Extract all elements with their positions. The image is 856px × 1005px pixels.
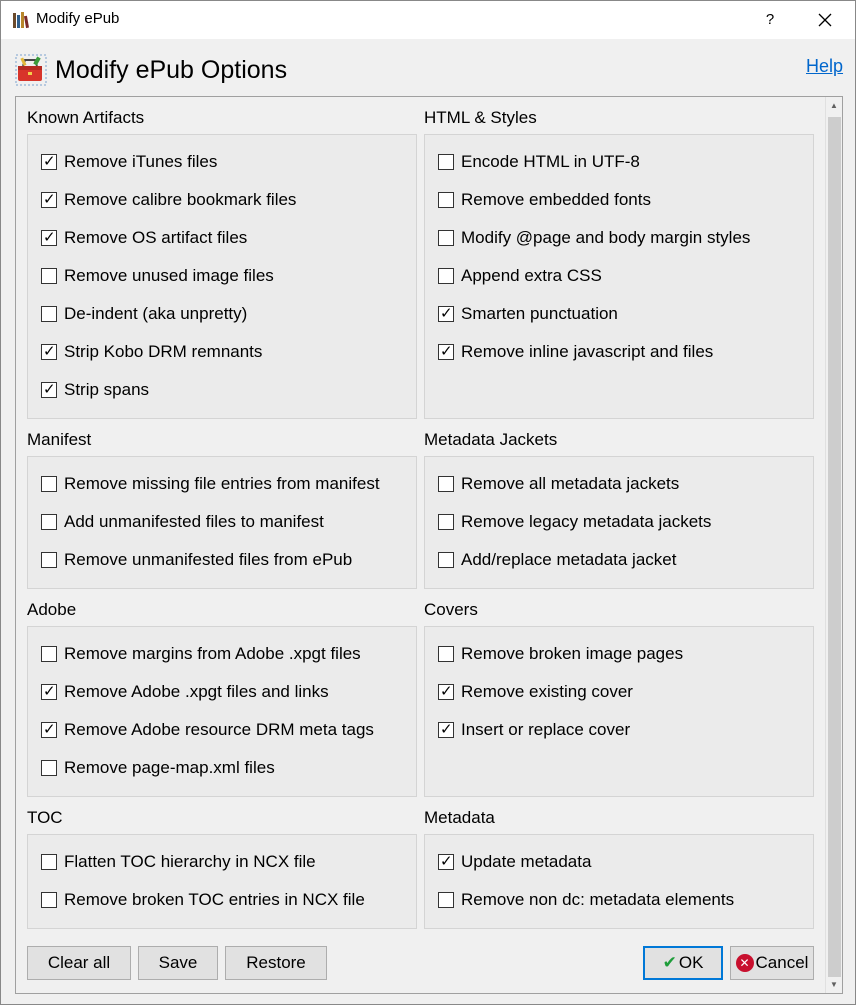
checkbox-label: Remove page-map.xml files [64,758,275,777]
checkbox[interactable] [438,306,454,322]
checkbox-label: Remove inline javascript and files [461,342,714,361]
checkbox[interactable] [41,722,57,738]
checkbox-label: Remove legacy metadata jackets [461,512,712,531]
checkbox-row[interactable] [438,680,633,704]
checkbox[interactable] [41,476,57,492]
cancel-icon: ✕ [736,954,754,972]
group-label-toc: TOC [27,808,63,827]
checkbox-label: Add/replace metadata jacket [461,550,677,569]
scroll-up-arrow-icon[interactable]: ▲ [830,101,838,110]
checkbox-row[interactable] [41,548,352,572]
checkbox-label: Remove existing cover [461,682,633,701]
group-label-metadata: Metadata [424,808,495,827]
checkbox-row[interactable] [41,850,316,874]
group-label-html-styles: HTML & Styles [424,108,537,127]
checkbox-row[interactable] [438,188,651,212]
close-icon [818,13,832,27]
checkbox-row[interactable] [41,302,247,326]
checkbox-row[interactable] [41,150,217,174]
checkbox[interactable] [438,344,454,360]
checkbox-label: Strip spans [64,380,150,399]
ok-button[interactable] [643,946,723,980]
save-button[interactable]: Save [138,946,218,980]
checkbox-row[interactable] [438,264,602,288]
checkbox[interactable] [438,514,454,530]
checkbox-label: De-indent (aka unpretty) [64,304,248,323]
checkbox-row[interactable] [41,510,324,534]
checkbox-label: Remove unused image files [64,266,274,285]
checkbox[interactable] [41,514,57,530]
checkbox-label: Remove all metadata jackets [461,474,680,493]
checkbox-label: Append extra CSS [461,266,602,285]
checkbox[interactable] [438,268,454,284]
checkbox-label: Remove Adobe .xpgt files and links [64,682,329,701]
checkbox-row[interactable] [41,472,380,496]
checkbox-label: Remove broken image pages [461,644,684,663]
checkbox-label: Remove Adobe resource DRM meta tags [64,720,374,739]
checkbox-row[interactable] [438,642,683,666]
help-link[interactable]: Help [806,56,844,76]
checkbox[interactable] [438,154,454,170]
vertical-scrollbar[interactable] [825,97,842,993]
group-label-metadata-jackets: Metadata Jackets [424,430,558,449]
checkbox-label: Remove unmanifested files from ePub [64,550,353,569]
cancel-label: Cancel [755,953,809,972]
group-box-toc [27,834,417,929]
checkbox[interactable] [41,854,57,870]
checkbox-label: Encode HTML in UTF-8 [461,152,640,171]
checkbox[interactable] [41,230,57,246]
checkbox-label: Remove non dc: metadata elements [461,890,735,909]
checkbox[interactable] [41,646,57,662]
checkbox-label: Add unmanifested files to manifest [64,512,324,531]
checkbox[interactable] [41,552,57,568]
checkbox[interactable] [438,892,454,908]
checkbox-row[interactable] [41,378,149,402]
checkbox-label: Remove calibre bookmark files [64,190,297,209]
checkbox-row[interactable] [41,888,365,912]
checkbox-label: Remove missing file entries from manifest [64,474,380,493]
checkbox-label: Remove OS artifact files [64,228,248,247]
page-title: Modify ePub Options [55,56,288,84]
checkbox[interactable] [41,154,57,170]
scroll-down-arrow-icon[interactable]: ▼ [830,980,838,989]
checkbox-row[interactable] [438,340,713,364]
checkbox[interactable] [41,760,57,776]
group-label-covers: Covers [424,600,478,619]
books-icon [12,11,30,29]
checkbox[interactable] [438,646,454,662]
checkbox-label: Strip Kobo DRM remnants [64,342,263,361]
checkbox[interactable] [41,306,57,322]
checkbox-row[interactable] [41,264,274,288]
checkbox-row[interactable] [41,226,247,250]
checkbox-label: Remove iTunes files [64,152,218,171]
checkbox-row[interactable] [438,150,640,174]
checkbox-label: Remove margins from Adobe .xpgt files [64,644,361,663]
title-bar [1,1,855,39]
checkbox[interactable] [41,192,57,208]
checkbox-row[interactable] [438,510,711,534]
checkbox-row[interactable] [438,718,630,742]
checkbox[interactable] [438,684,454,700]
close-button[interactable] [807,4,843,36]
checkbox-label: Smarten punctuation [461,304,618,323]
checkbox-label: Update metadata [461,852,592,871]
cancel-button[interactable] [730,946,814,980]
restore-button[interactable]: Restore [225,946,327,980]
checkbox[interactable] [41,892,57,908]
checkbox-row[interactable] [41,756,275,780]
window-title: Modify ePub [36,10,120,27]
group-label-known-artifacts: Known Artifacts [27,108,145,127]
scrollbar-thumb[interactable] [828,117,841,977]
checkbox-row[interactable] [438,302,618,326]
checkbox[interactable] [41,382,57,398]
checkbox-row[interactable] [41,340,262,364]
checkbox-row[interactable] [41,718,374,742]
checkbox[interactable] [41,268,57,284]
group-label-manifest: Manifest [27,430,92,449]
checkbox-row[interactable] [438,850,591,874]
checkbox-row[interactable] [438,472,679,496]
checkbox[interactable] [438,722,454,738]
checkbox-row[interactable] [438,888,734,912]
checkbox-label: Modify @page and body margin styles [461,228,751,247]
checkbox-label: Remove embedded fonts [461,190,651,209]
checkmark-icon: ✔ [662,953,677,973]
checkbox[interactable] [41,344,57,360]
checkbox-row[interactable] [41,642,361,666]
checkbox[interactable] [438,476,454,492]
checkbox[interactable] [438,854,454,870]
checkbox-label: Flatten TOC hierarchy in NCX file [64,852,316,871]
group-label-adobe: Adobe [27,600,77,619]
checkbox-row[interactable] [41,680,329,704]
toolbox-icon [15,54,47,86]
checkbox-row[interactable] [438,548,676,572]
help-title-button[interactable]: ? [765,11,775,28]
checkbox-row[interactable] [438,226,750,250]
clear-all-button[interactable]: Clear all [27,946,131,980]
checkbox[interactable] [438,552,454,568]
group-box-metadata [424,834,814,929]
ok-label: OK [678,953,704,972]
checkbox-label: Insert or replace cover [461,720,631,739]
checkbox[interactable] [41,684,57,700]
checkbox-row[interactable] [41,188,296,212]
checkbox-label: Remove broken TOC entries in NCX file [64,890,365,909]
checkbox[interactable] [438,230,454,246]
checkbox[interactable] [438,192,454,208]
